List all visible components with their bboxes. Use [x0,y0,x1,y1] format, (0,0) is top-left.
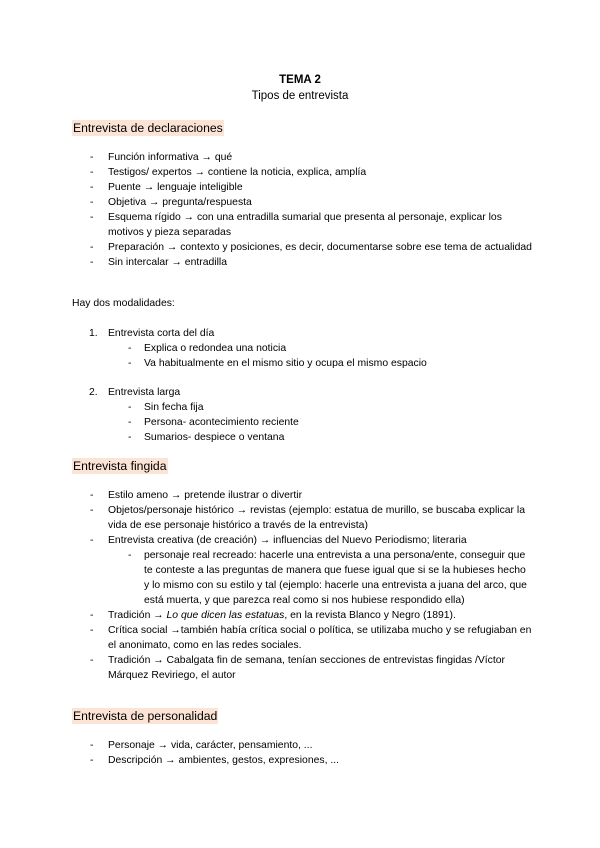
page-title: TEMA 2 [279,74,321,86]
declaraciones-list [72,150,532,270]
italic-title: Lo que dicen las estatuas [166,610,285,621]
modalidad-2 [72,385,532,445]
list-item: - Sin intercalar → entradilla [90,257,227,268]
list-item: - Función informativa → qué [90,152,233,163]
list-item: - Entrevista creativa (de creación) → influencias del Nuevo Periodismo; literaria - personaje real recreado: hacerle una entrevista a una persona/ente, conseguir que te conteste a las preguntas de manera que fuese igual que si se la hubieses hecho y lo mismo con su estilo y tal (ejemplo: hacerle una entrevista a juana del arco, que está muerta, y que parezca real como si nos hubiese respondido ella) [72,533,532,608]
sub-item: - Va habitualmente en el mismo sitio y ocupa el mismo espacio [128,358,427,369]
list-item: - Crítica social →también había crítica social o política, se utilizaba mucho y se refugiaban en el anonimato, como en las redes sociales. [90,625,532,651]
sub-item: - Persona- acontecimiento reciente [128,417,299,428]
list-item: - Descripción → ambientes, gestos, expresiones, ... [90,755,340,766]
list-item: - Objetiva → pregunta/respuesta [90,197,252,208]
section-heading-declaraciones: Entrevista de declaraciones [73,121,223,135]
list-item: - Personaje → vida, carácter, pensamiento, ... [90,740,313,751]
modalidad-1 [72,326,532,371]
title-block [0,72,600,104]
list-item: - Tradición → Cabalgata fin de semana, tenían secciones de entrevistas fingidas /Víctor Márquez Reviriego, el autor [90,655,505,681]
page-subtitle: Tipos de entrevista [251,90,349,102]
sub-item: - Explica o redondea una noticia [128,343,287,354]
sub-item: - Sumarios- despiece o ventana [128,432,285,443]
modalidades-intro: Hay dos modalidades: [72,298,175,309]
list-item: - Esquema rígido → con una entradilla sumarial que presenta al personaje, explicar los motivos y pieza separadas [90,212,502,238]
section-heading-fingida: Entrevista fingida [73,459,167,473]
sub-item: - Sin fecha fija [128,402,204,413]
section-heading-personalidad: Entrevista de personalidad [73,709,218,723]
list-item: - Preparación → contexto y posiciones, es decir, documentarse sobre ese tema de actualidad [90,242,532,253]
list-item: - Objetos/personaje histórico → revistas (ejemplo: estatua de murillo, se buscaba explicar la vida de ese personaje histórico a través de la entrevista) [90,505,525,531]
list-item: - Testigos/ expertos → contiene la noticia, explica, amplía [90,167,367,178]
numbered-item: 2. Entrevista larga [89,387,181,398]
list-item: - Estilo ameno → pretende ilustrar o divertir [90,490,303,501]
list-item: - Tradición → Lo que dicen las estatuas, en la revista Blanco y Negro (1891). [90,610,456,621]
numbered-item: 1. Entrevista corta del día [89,328,215,339]
sub-item: - personaje real recreado: hacerle una entrevista a una persona/ente, conseguir que te conteste a las preguntas de manera que fuese igual que si se la hubieses hecho y lo mismo con su estilo y tal (ejemplo: hacerle una entrevista a juana del arco, que está muerta, y que parezca real como si nos hubiese respondido ella) [128,550,527,606]
fingida-list [72,488,532,683]
personalidad-list [72,738,532,768]
list-item: - Puente → lenguaje inteligible [90,182,243,193]
